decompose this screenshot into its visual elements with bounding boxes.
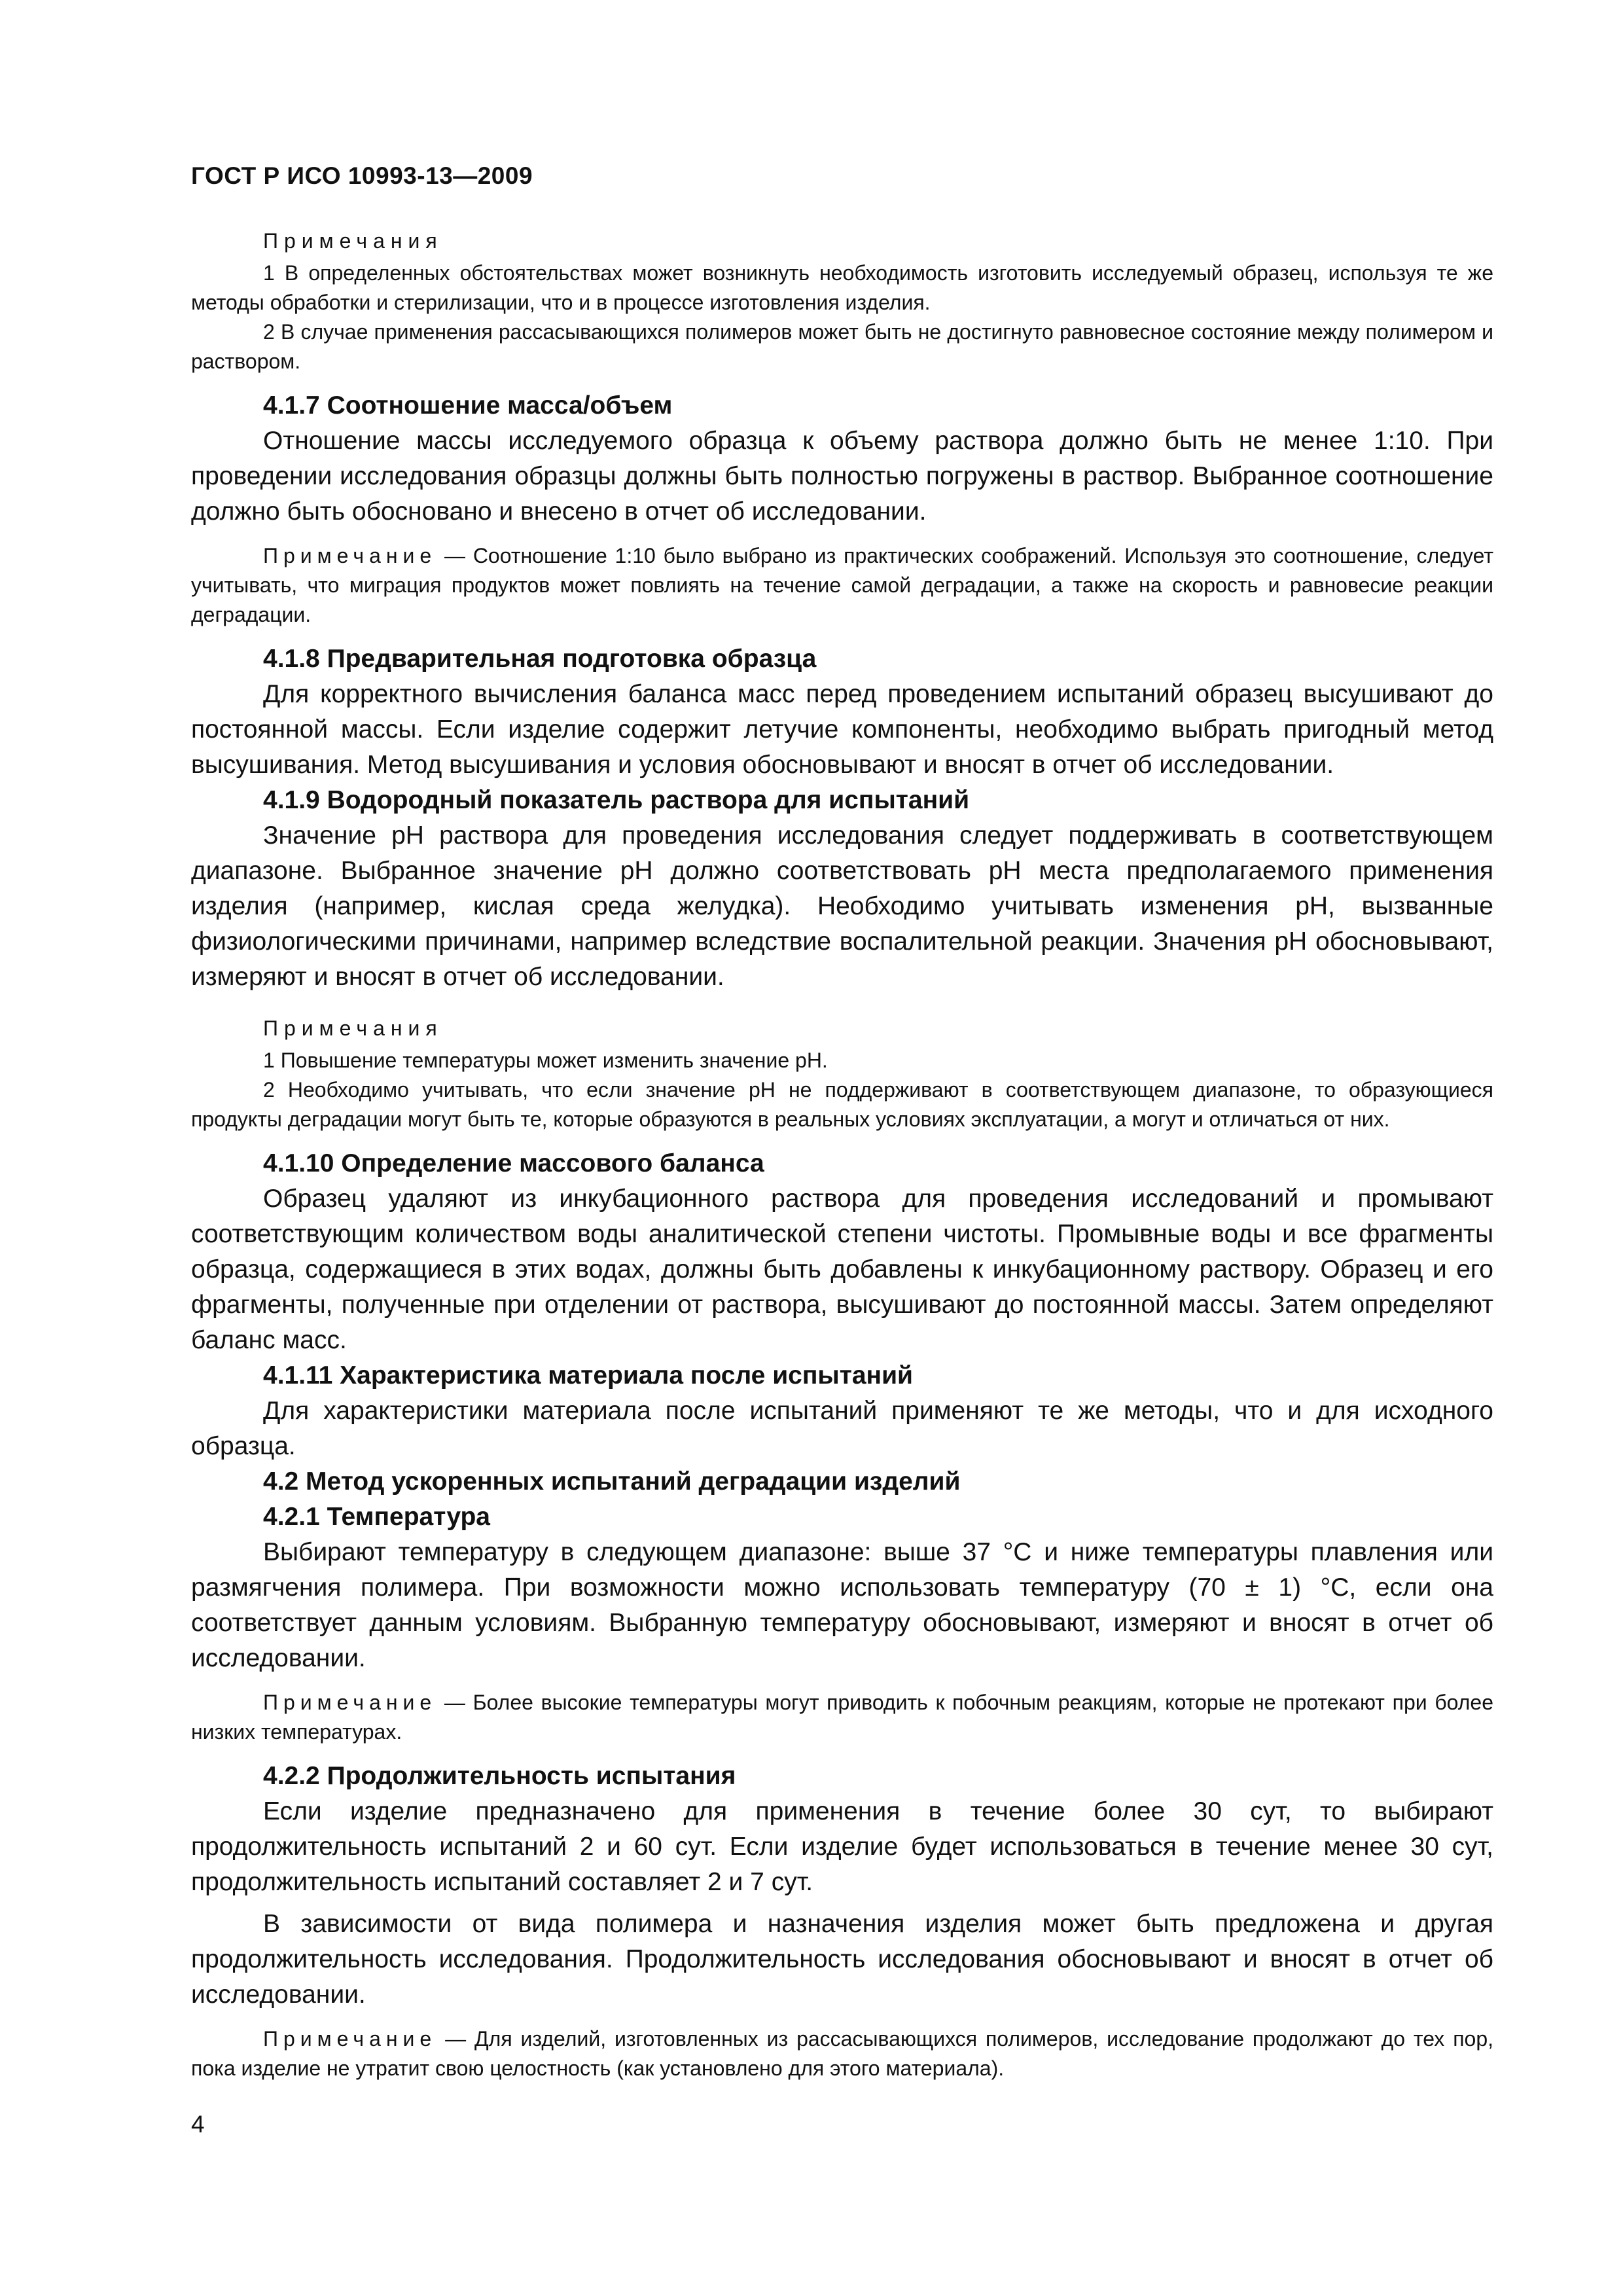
section-heading-4-2-1: 4.2.1 Температура [263,1503,491,1531]
note-inline [191,1688,1493,1747]
section-paragraph: Выбирают температуру в следующем диапазоне: выше 37 °C и ниже температуры плавления или размягчения полимера. При возможности можно использовать температуру (70 ± 1) °C, если она соответствует данным условиям. Выбранную температуру обосновывают, измеряют и вносят в отчет об исследовании. [191,1538,1493,1672]
section-paragraph: Образец удаляют из инкубационного раствора для проведения исследований и промывают соответствующим количеством воды аналитической степени чистоты. Промывные воды и все фрагменты образца, содержащиеся в этих водах, должны быть добавлены к инкубационному раствору. Образец и его фрагменты, полученные при отделении от раствора, высушивают до постоянной массы. Затем определяют баланс масс. [191,1185,1493,1354]
note-item: 1 Повышение температуры может изменить значение pH. [263,1049,828,1072]
note-text: — Соотношение 1:10 было выбрано из практических соображений. Используя это соотношение, следует учитывать, что миграция продуктов может повлиять на течение самой деградации, а также на скорость и равновесие реакции деградации. [191,544,1493,626]
section-heading-4-1-7: 4.1.7 Соотношение масса/объем [263,391,673,420]
note-inline [191,541,1493,630]
section-paragraph: Отношение массы исследуемого образца к объему раствора должно быть не менее 1:10. При проведении исследования образцы должны быть полностью погружены в раствор. Выбранное соотношение должно быть обосновано и внесено в отчет об исследовании. [191,427,1493,526]
document-body [191,226,1493,2083]
section-heading-4-2-2: 4.2.2 Продолжительность испытания [263,1762,736,1790]
note-text: — Более высокие температуры могут приводить к побочным реакциям, которые не протекают при более низких температурах. [191,1691,1493,1744]
section-paragraph: Если изделие предназначено для применения в течение более 30 сут, то выбирают продолжительность испытаний 2 и 60 сут. Если изделие будет использоваться в течение менее 30 сут, продолжительность испытаний составляет 2 и 7 сут. [191,1797,1493,1896]
document-header: ГОСТ Р ИСО 10993-13—2009 [191,162,533,189]
section-heading-4-1-9: 4.1.9 Водородный показатель раствора для испытаний [263,786,970,814]
section-heading-4-1-10: 4.1.10 Определение массового баланса [263,1149,764,1177]
note-inline [191,2024,1493,2083]
note-label: Примечание [263,2027,437,2051]
note-item: 1 В определенных обстоятельствах может возникнуть необходимость изготовить исследуемый образец, используя те же методы обработки и стерилизации, что и в процессе изготовления изделия. [191,261,1493,314]
note-item: 2 Необходимо учитывать, что если значение pH не поддерживают в соответствующем диапазоне, то образующиеся продукты деградации могут быть те, которые образуются в реальных условиях эксплуатации, а могут и отличаться от них. [191,1078,1493,1131]
note-item: 2 В случае применения рассасывающихся полимеров может быть не достигнуто равновесное состояние между полимером и раствором. [191,320,1493,373]
page-number: 4 [191,2111,205,2138]
note-text: — Для изделий, изготовленных из рассасывающихся полимеров, исследование продолжают до тех пор, пока изделие не утратит свою целостность (как установлено для этого материала). [191,2027,1493,2080]
section-heading-4-1-8: 4.1.8 Предварительная подготовка образца [263,645,817,673]
section-paragraph: Для корректного вычисления баланса масс перед проведением испытаний образец высушивают до постоянной массы. Если изделие содержит летучие компоненты, необходимо выбрать пригодный метод высушивания. Метод высушивания и условия обосновывают и вносят в отчет об исследовании. [191,680,1493,779]
section-paragraph: Для характеристики материала после испытаний применяют те же методы, что и для исходного образца. [191,1397,1493,1460]
notes-title: Примечания [263,1016,443,1040]
section-heading-4-2: 4.2 Метод ускоренных испытаний деградации изделий [263,1467,961,1496]
notes-title: Примечания [263,229,443,253]
section-heading-4-1-11: 4.1.11 Характеристика материала после испытаний [263,1361,914,1390]
section-paragraph: Значение pH раствора для проведения исследования следует поддерживать в соответствующем диапазоне. Выбранное значение pH должно соответствовать pH места предполагаемого применения изделия (например, кислая среда желудка). Необходимо учитывать изменения pH, вызванные физиологическими причинами, например вследствие воспалительной реакции. Значения pH обосновывают, измеряют и вносят в отчет об исследовании. [191,821,1493,991]
note-label: Примечание [263,544,437,567]
note-label: Примечание [263,1691,437,1714]
section-paragraph: В зависимости от вида полимера и назначения изделия может быть предложена и другая продолжительность исследования. Продолжительность исследования обосновывают и вносят в отчет об исследовании. [191,1910,1493,2009]
